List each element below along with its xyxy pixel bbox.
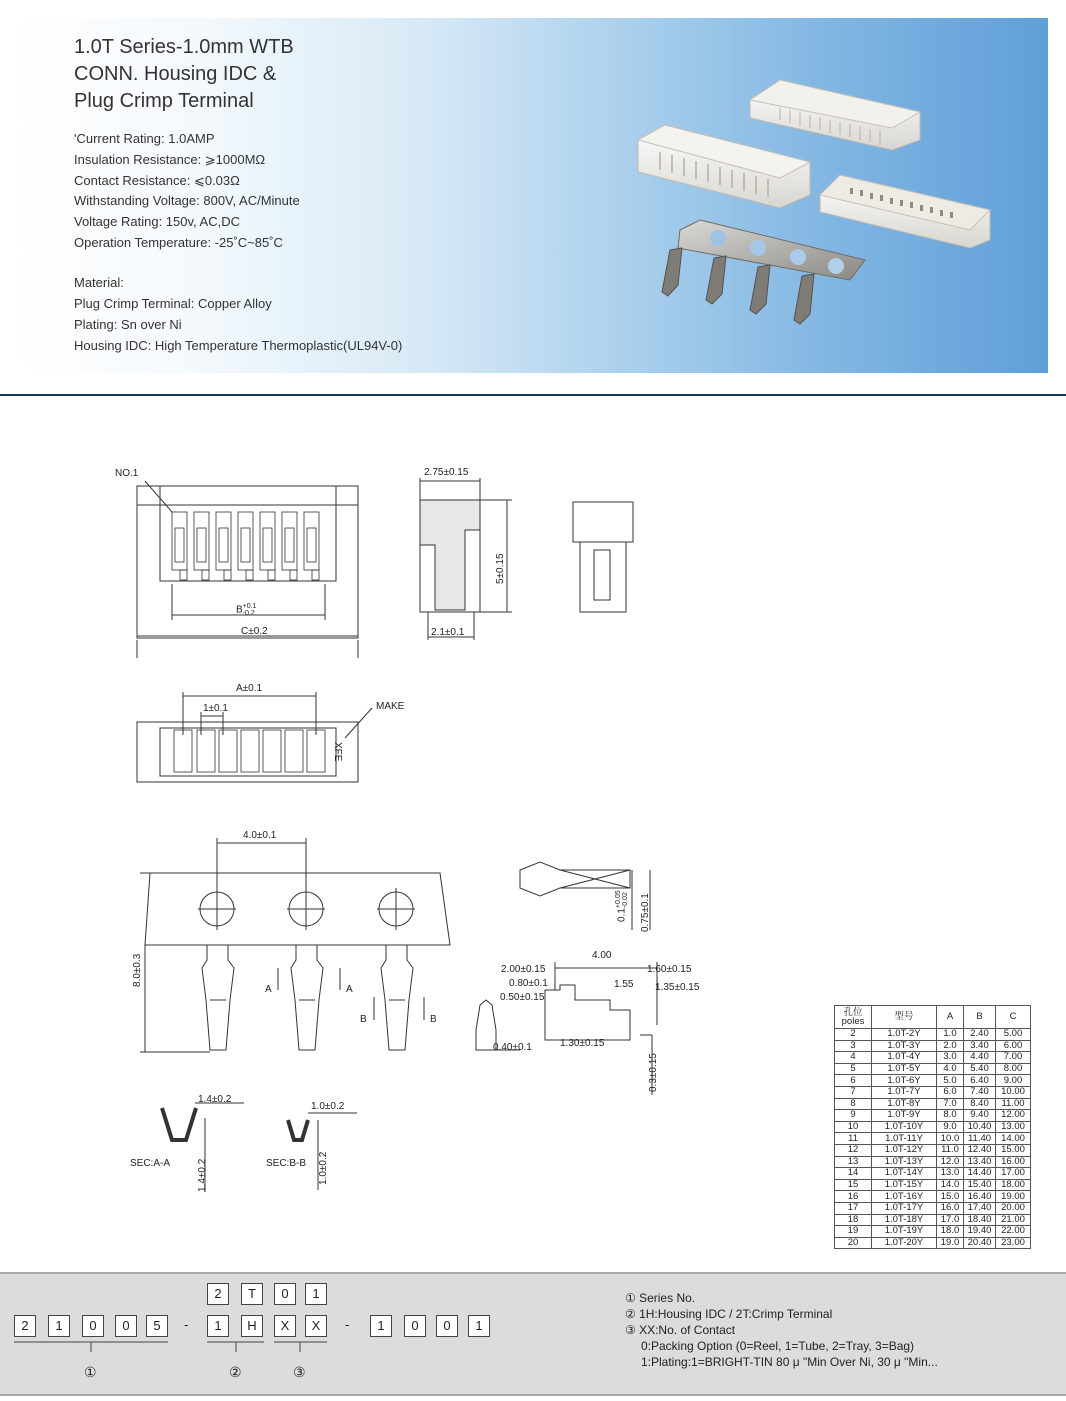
label-a-dim: A±0.1	[236, 683, 263, 694]
table-row	[835, 1133, 1031, 1145]
table-cell: 14	[835, 1168, 872, 1180]
col-header-poles: 孔位 poles	[835, 1006, 872, 1029]
table-row	[835, 1144, 1031, 1156]
table-cell: 1.0T-3Y	[872, 1040, 937, 1052]
pn-box: X	[305, 1315, 327, 1337]
table-row	[835, 1237, 1031, 1249]
pn-dash: -	[345, 1317, 350, 1332]
table-cell: 5.00	[996, 1029, 1031, 1041]
table-cell: 13	[835, 1156, 872, 1168]
table-cell: 2	[835, 1029, 872, 1041]
label-section-a-right: A	[346, 984, 353, 995]
table-cell: 7.00	[996, 1052, 1031, 1064]
table-cell: 1.0T-14Y	[872, 1168, 937, 1180]
marker-2: ②	[229, 1364, 242, 1380]
table-cell: 15.00	[996, 1144, 1031, 1156]
pn-box: 1	[207, 1315, 229, 1337]
table-cell: 9.00	[996, 1075, 1031, 1087]
table-cell: 18.0	[937, 1226, 964, 1238]
table-cell: 15.0	[937, 1191, 964, 1203]
legend-item: ② 1H:Housing IDC / 2T:Crimp Terminal	[625, 1307, 833, 1321]
table-cell: 11.00	[996, 1098, 1031, 1110]
table-cell: 6.0	[937, 1086, 964, 1098]
label-040: 0.40±0.1	[493, 1042, 532, 1053]
part-number-legend	[625, 1290, 938, 1370]
table-cell: 18.00	[996, 1179, 1031, 1191]
table-row	[835, 1098, 1031, 1110]
pn-box-alt: 0	[274, 1283, 296, 1305]
table-row	[835, 1214, 1031, 1226]
table-cell: 1.0T-18Y	[872, 1214, 937, 1226]
table-cell: 8.0	[937, 1110, 964, 1122]
table-cell: 18	[835, 1214, 872, 1226]
label-050: 0.50±0.15	[500, 992, 545, 1003]
label-400: 4.00	[592, 950, 612, 961]
table-cell: 18.40	[964, 1214, 996, 1226]
table-cell: 1.0	[937, 1029, 964, 1041]
table-cell: 4	[835, 1052, 872, 1064]
table-cell: 1.0T-19Y	[872, 1226, 937, 1238]
label-marking: XFE	[332, 742, 343, 762]
table-cell: 1.0T-20Y	[872, 1237, 937, 1249]
terminal-side-view	[520, 862, 650, 930]
table-cell: 16.0	[937, 1202, 964, 1214]
table-cell: 6	[835, 1075, 872, 1087]
table-cell: 10	[835, 1121, 872, 1133]
label-b-dim	[236, 603, 257, 617]
table-body	[835, 1029, 1031, 1249]
legend-item: 1:Plating:1=BRIGHT-TIN 80 μ "Min Over Ni, 30 μ "Min...	[641, 1355, 938, 1369]
table-row	[835, 1063, 1031, 1075]
table-cell: 9.40	[964, 1110, 996, 1122]
spec-item: Withstanding Voltage: 800V, AC/Minute	[74, 193, 300, 209]
table-cell: 3.40	[964, 1040, 996, 1052]
table-cell: 2.40	[964, 1029, 996, 1041]
table-cell: 1.0T-16Y	[872, 1191, 937, 1203]
table-cell: 13.00	[996, 1121, 1031, 1133]
table-cell: 1.0T-17Y	[872, 1202, 937, 1214]
label-155: 1.55	[614, 979, 634, 990]
table-cell: 2.0	[937, 1040, 964, 1052]
label-depth: 2.1±0.1	[431, 627, 465, 638]
table-row	[835, 1086, 1031, 1098]
label-130: 1.30±0.15	[560, 1038, 605, 1049]
table-cell: 14.0	[937, 1179, 964, 1191]
title-line: Plug Crimp Terminal	[74, 90, 254, 112]
material-item: Plug Crimp Terminal: Copper Alloy	[74, 296, 272, 311]
table-cell: 5.40	[964, 1063, 996, 1075]
table-cell: 19.40	[964, 1226, 996, 1238]
label-strip-pitch: 4.0±0.1	[243, 830, 277, 841]
table-cell: 1.0T-11Y	[872, 1133, 937, 1145]
table-cell: 17.40	[964, 1202, 996, 1214]
table-cell: 4.40	[964, 1052, 996, 1064]
pn-box: H	[241, 1315, 263, 1337]
table-row	[835, 1121, 1031, 1133]
legend-item: ③ XX:No. of Contact	[625, 1323, 736, 1337]
marker-1: ①	[84, 1364, 97, 1380]
label-b: B	[236, 604, 243, 616]
table-row	[835, 1075, 1031, 1087]
material-item: Plating: Sn over Ni	[74, 317, 182, 332]
terminal-strip-drawing	[140, 838, 450, 1052]
label-03: 0.3±0.15	[648, 1053, 659, 1092]
title-line: 1.0T Series-1.0mm WTB	[74, 36, 294, 58]
spec-item: Contact Resistance: ⩽0.03Ω	[74, 172, 240, 188]
table-cell: 17.00	[996, 1168, 1031, 1180]
table-cell: 16	[835, 1191, 872, 1203]
label-section-a-left: A	[265, 984, 272, 995]
pn-box: 0	[436, 1315, 458, 1337]
table-cell: 19	[835, 1226, 872, 1238]
table-cell: 5	[835, 1063, 872, 1075]
table-cell: 15	[835, 1179, 872, 1191]
table-cell: 16.40	[964, 1191, 996, 1203]
table-cell: 5.0	[937, 1075, 964, 1087]
pn-box-alt: 2	[207, 1283, 229, 1305]
table-cell: 13.0	[937, 1168, 964, 1180]
table-cell: 12.40	[964, 1144, 996, 1156]
material-item: Material:	[74, 275, 124, 290]
label-200: 2.00±0.15	[501, 964, 546, 975]
table-cell: 15.40	[964, 1179, 996, 1191]
table-cell: 4.0	[937, 1063, 964, 1075]
table-cell: 22.00	[996, 1226, 1031, 1238]
pn-box: 0	[404, 1315, 426, 1337]
pn-box: 1	[48, 1315, 70, 1337]
table-row	[835, 1191, 1031, 1203]
table-cell: 12.0	[937, 1156, 964, 1168]
label-sec-b-width: 1.0±0.2	[311, 1101, 345, 1112]
label-t-small-value: 0.1	[616, 908, 628, 922]
col-header-a: A	[937, 1006, 964, 1029]
label-sec-b-height: 1.0±0.2	[318, 1151, 329, 1185]
table-cell: 16.00	[996, 1156, 1031, 1168]
label-sec-b: SEC:B-B	[266, 1158, 307, 1169]
pn-box: 2	[14, 1315, 36, 1337]
pn-box-alt: 1	[305, 1283, 327, 1305]
label-t-small-tolerance	[615, 890, 629, 908]
table-cell: 11.40	[964, 1133, 996, 1145]
table-cell: 6.40	[964, 1075, 996, 1087]
table-cell: 3.0	[937, 1052, 964, 1064]
table-row	[835, 1179, 1031, 1191]
table-cell: 10.0	[937, 1133, 964, 1145]
label-c-dim: C±0.2	[241, 626, 268, 637]
table-row	[835, 1156, 1031, 1168]
table-cell: 21.00	[996, 1214, 1031, 1226]
table-cell: 1.0T-4Y	[872, 1052, 937, 1064]
label-height: 5±0.15	[495, 553, 506, 584]
label-no1: NO.1	[115, 468, 139, 479]
table-cell: 1.0T-12Y	[872, 1144, 937, 1156]
table-cell: 3	[835, 1040, 872, 1052]
pn-box-alt: T	[241, 1283, 263, 1305]
col-header-c: C	[996, 1006, 1031, 1029]
col-header-b: B	[964, 1006, 996, 1029]
table-cell: 9.0	[937, 1121, 964, 1133]
label-t-small	[615, 890, 629, 922]
table-cell: 10.00	[996, 1086, 1031, 1098]
pn-box: 0	[115, 1315, 137, 1337]
table-cell: 6.00	[996, 1040, 1031, 1052]
table-cell: 11	[835, 1133, 872, 1145]
label-t-small-tol-top: +0.05	[615, 890, 622, 909]
title-line: CONN. Housing IDC &	[74, 63, 277, 85]
table-cell: 11.0	[937, 1144, 964, 1156]
label-sec-a: SEC:A-A	[130, 1158, 171, 1169]
label-section-b-right: B	[430, 1014, 437, 1025]
legend-item: 0:Packing Option (0=Reel, 1=Tube, 2=Tray, 3=Bag)	[641, 1339, 915, 1353]
table-row	[835, 1226, 1031, 1238]
table-cell: 8	[835, 1098, 872, 1110]
table-cell: 13.40	[964, 1156, 996, 1168]
marker-3: ③	[293, 1364, 306, 1380]
table-row	[835, 1110, 1031, 1122]
dimension-table	[834, 1005, 1031, 1249]
table-cell: 19.0	[937, 1237, 964, 1249]
label-width: 2.75±0.15	[424, 467, 469, 478]
table-cell: 17	[835, 1202, 872, 1214]
label-080: 0.80±0.1	[509, 978, 548, 989]
table-cell: 20	[835, 1237, 872, 1249]
table-row	[835, 1040, 1031, 1052]
table-cell: 12	[835, 1144, 872, 1156]
pn-box: 1	[468, 1315, 490, 1337]
table-cell: 8.00	[996, 1063, 1031, 1075]
table-cell: 19.00	[996, 1191, 1031, 1203]
spec-item: Voltage Rating: 150v, AC,DC	[74, 214, 240, 230]
spec-item: 'Current Rating: 1.0AMP	[74, 131, 215, 146]
table-cell: 1.0T-5Y	[872, 1063, 937, 1075]
table-row	[835, 1202, 1031, 1214]
table-cell: 9	[835, 1110, 872, 1122]
label-160: 1.60±0.15	[647, 964, 692, 975]
label-make: MAKE	[376, 701, 405, 712]
label-sec-a-height: 1.4±0.2	[197, 1158, 208, 1192]
pn-connectors	[0, 1272, 520, 1392]
pn-box: 1	[370, 1315, 392, 1337]
spec-item: Operation Temperature: -25˚C~85˚C	[74, 234, 283, 250]
table-cell: 1.0T-8Y	[872, 1098, 937, 1110]
table-cell: 8.40	[964, 1098, 996, 1110]
table-cell: 1.0T-15Y	[872, 1179, 937, 1191]
label-section-b-left: B	[360, 1014, 367, 1025]
table-header-row	[835, 1006, 1031, 1029]
table-cell: 1.0T-6Y	[872, 1075, 937, 1087]
table-cell: 23.00	[996, 1237, 1031, 1249]
table-cell: 7.0	[937, 1098, 964, 1110]
table-cell: 1.0T-9Y	[872, 1110, 937, 1122]
table-cell: 1.0T-2Y	[872, 1029, 937, 1041]
pn-box: X	[274, 1315, 296, 1337]
table-cell: 7.40	[964, 1086, 996, 1098]
table-cell: 17.0	[937, 1214, 964, 1226]
legend-item: ① Series No.	[625, 1291, 696, 1305]
label-b-tol-bottom: -0.2	[242, 610, 255, 617]
table-row	[835, 1168, 1031, 1180]
spec-item: Insulation Resistance: ⩾1000MΩ	[74, 151, 266, 167]
table-cell: 12.00	[996, 1110, 1031, 1122]
table-cell: 14.00	[996, 1133, 1031, 1145]
label-sec-a-width: 1.4±0.2	[198, 1094, 232, 1105]
label-075: 0.75±0.1	[640, 893, 651, 932]
table-row	[835, 1052, 1031, 1064]
label-strip-height: 8.0±0.3	[132, 953, 143, 987]
label-135: 1.35±0.15	[655, 982, 700, 993]
material-item: Housing IDC: High Temperature Thermoplastic(UL94V-0)	[74, 338, 403, 353]
label-pitch: 1±0.1	[203, 703, 228, 714]
label-b-tol-top: +0.1	[242, 603, 257, 610]
pn-box: 5	[146, 1315, 168, 1337]
table-cell: 20.00	[996, 1202, 1031, 1214]
table-cell: 10.40	[964, 1121, 996, 1133]
terminal-outline	[202, 945, 413, 1050]
table-cell: 1.0T-13Y	[872, 1156, 937, 1168]
pn-dash: -	[184, 1317, 189, 1332]
col-header-model: 型号	[872, 1006, 937, 1029]
table-cell: 14.40	[964, 1168, 996, 1180]
table-row	[835, 1029, 1031, 1041]
table-cell: 1.0T-7Y	[872, 1086, 937, 1098]
housing-top-view	[137, 692, 372, 782]
label-t-small-tol-bottom: -0.02	[622, 892, 629, 909]
table-cell: 1.0T-10Y	[872, 1121, 937, 1133]
label-b-tol	[243, 603, 257, 617]
table-cell: 20.40	[964, 1237, 996, 1249]
housing-end-view	[573, 502, 633, 612]
table-cell: 7	[835, 1086, 872, 1098]
pn-box: 0	[82, 1315, 104, 1337]
